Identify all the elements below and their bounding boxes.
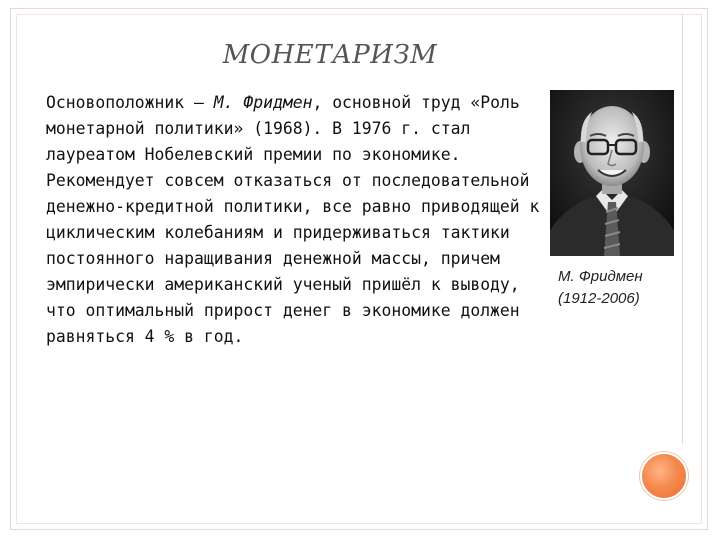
paragraph-1-prefix: Основоположник –: [46, 93, 214, 112]
friedman-portrait-photo: [550, 90, 674, 256]
portrait-illustration: [550, 90, 674, 256]
portrait-caption-name: М. Фридмен: [558, 268, 643, 285]
decorative-orange-circle: [640, 452, 688, 500]
paragraph-2: Рекомендует совсем отказаться от последовательной денежно-кредитной политики, все равно приводящей к циклическим колебаниям и придерживаться тактики постоянного наращивания денежной массы, причем эмпирически американский ученый пришёл к выводу, что оптимальный прирост денег в экономике должен равняться 4 % в год.: [46, 171, 540, 346]
slide-title: МОНЕТАРИЗМ: [222, 40, 438, 70]
paragraph-1-rest: , основной труд «Роль монетарной политики» (1968). В 1976 г. стал лауреатом Нобелевский премии по экономике.: [46, 93, 520, 164]
portrait-caption: [558, 266, 708, 310]
paragraph-1-name: М. Фридмен: [213, 93, 313, 112]
portrait-caption-years: (1912-2006): [558, 290, 640, 307]
frame-divider-line: [682, 14, 683, 444]
slide-body-text: [46, 90, 546, 350]
